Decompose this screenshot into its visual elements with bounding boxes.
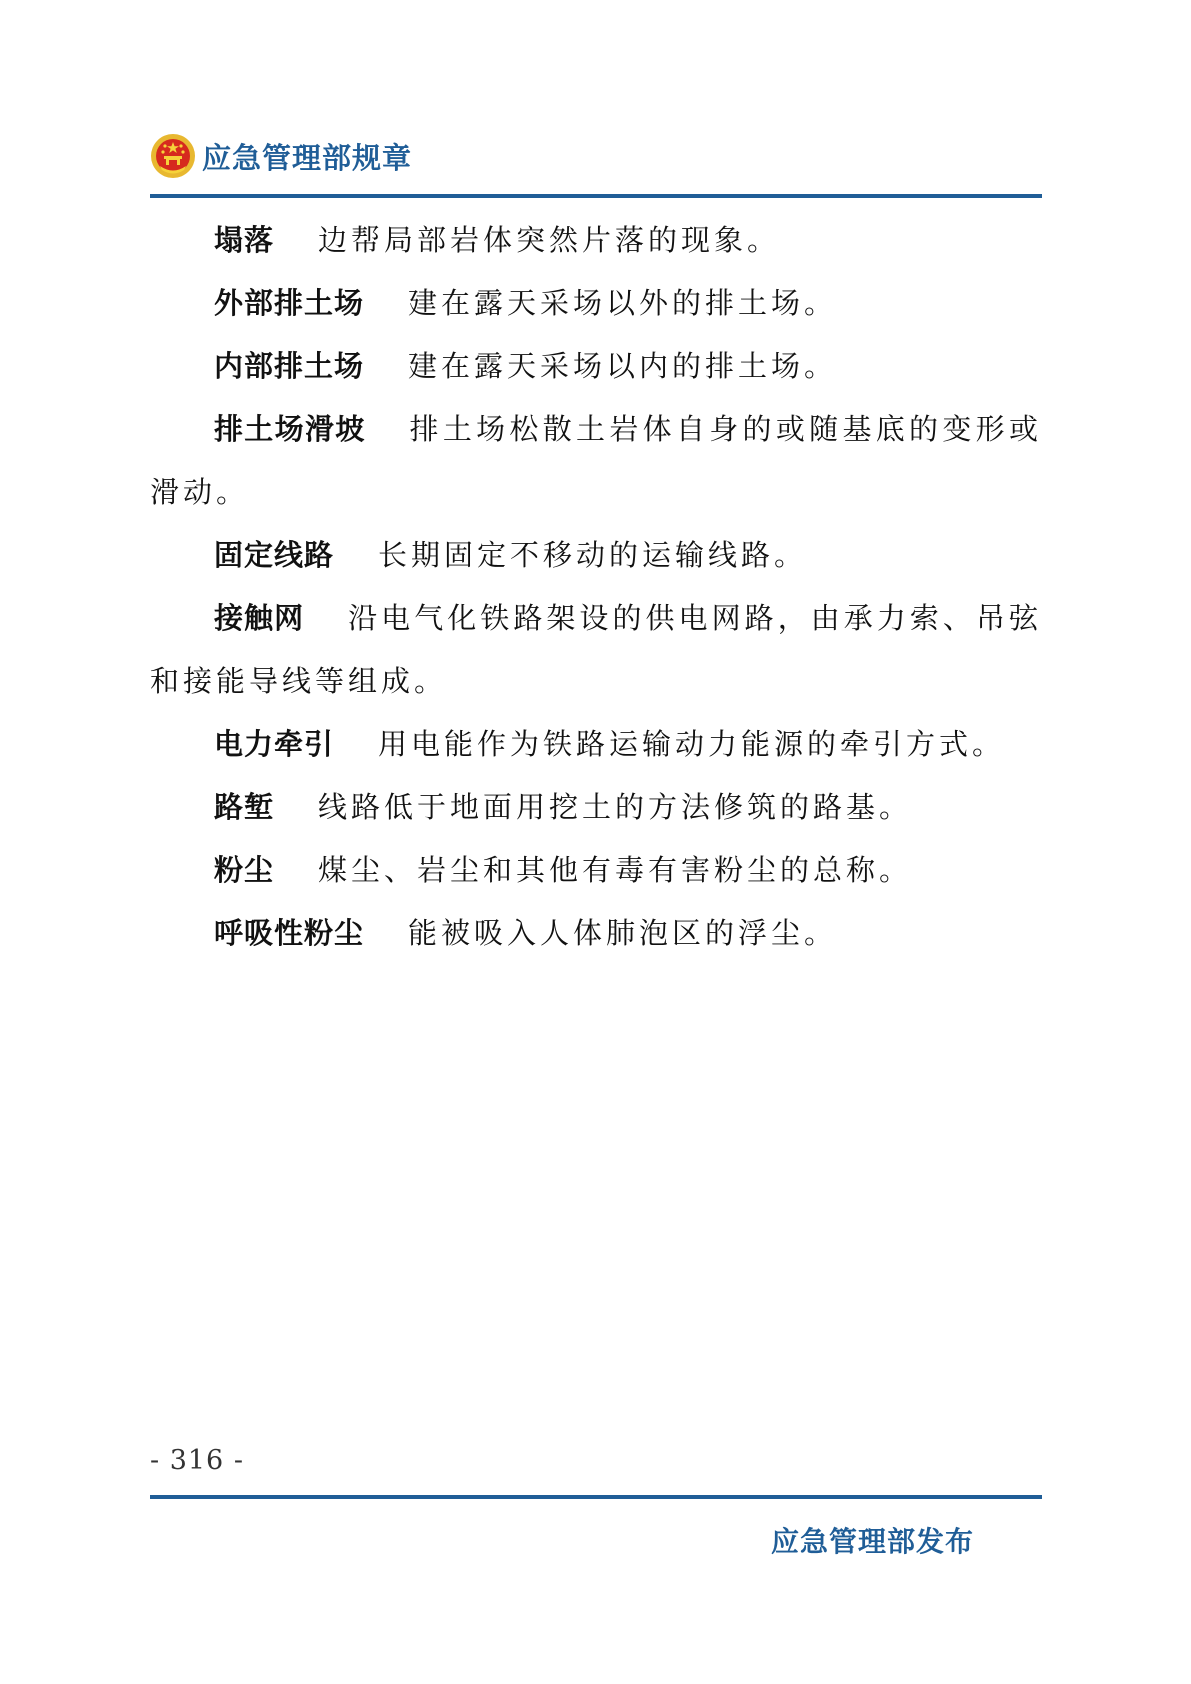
glossary-definition: 线路低于地面用挖土的方法修筑的路基。 — [318, 790, 913, 824]
glossary-definition: 建在露天采场以内的排土场。 — [408, 349, 838, 383]
header-title: 应急管理部规章 — [202, 140, 413, 175]
glossary-definition: 长期固定不移动的运输线路。 — [378, 538, 808, 572]
glossary-entry-waibu-paituchang — [150, 272, 1042, 335]
glossary-term: 路堑 — [214, 790, 275, 824]
glossary-entry-dianli-qianyin — [150, 713, 1042, 776]
glossary-term: 排土场滑坡 — [214, 412, 366, 446]
glossary-term: 粉尘 — [214, 853, 275, 887]
glossary-term: 固定线路 — [214, 538, 335, 572]
glossary-term: 内部排土场 — [214, 349, 365, 383]
glossary-entry-jiechuwang — [150, 587, 1042, 713]
glossary-entry-neibu-paituchang — [150, 335, 1042, 398]
glossary-term: 接触网 — [214, 601, 305, 635]
glossary-term: 呼吸性粉尘 — [214, 916, 365, 950]
glossary-list — [150, 209, 1042, 965]
glossary-definition: 建在露天采场以外的排土场。 — [408, 286, 838, 320]
glossary-entry-paituchang-huapo — [150, 398, 1042, 524]
glossary-entry-luqian — [150, 776, 1042, 839]
glossary-definition: 排土场松散土岩体自身的或随基底的变形或滑动。 — [150, 412, 1042, 509]
glossary-entry-fenchen — [150, 839, 1042, 902]
footer-divider — [150, 1495, 1042, 1499]
glossary-term: 电力牵引 — [214, 727, 335, 761]
glossary-definition: 用电能作为铁路运输动力能源的牵引方式。 — [378, 727, 1006, 761]
glossary-entry-talu — [150, 209, 1042, 272]
glossary-definition: 沿电气化铁路架设的供电网路，由承力索、吊弦和接能导线等组成。 — [150, 601, 1042, 698]
page-header — [150, 128, 412, 184]
footer-publisher: 应急管理部发布 — [771, 1525, 975, 1558]
page-number: - 316 - — [150, 1445, 244, 1476]
header-divider — [150, 194, 1042, 198]
glossary-definition: 能被吸入人体肺泡区的浮尘。 — [408, 916, 838, 950]
glossary-definition: 边帮局部岩体突然片落的现象。 — [318, 223, 781, 257]
national-emblem-icon — [150, 133, 196, 179]
glossary-term: 外部排土场 — [214, 286, 365, 320]
glossary-entry-guding-xianlu — [150, 524, 1042, 587]
glossary-definition: 煤尘、岩尘和其他有毒有害粉尘的总称。 — [318, 853, 913, 887]
glossary-entry-huxixing-fenchen — [150, 902, 1042, 965]
glossary-term: 塌落 — [214, 223, 275, 257]
